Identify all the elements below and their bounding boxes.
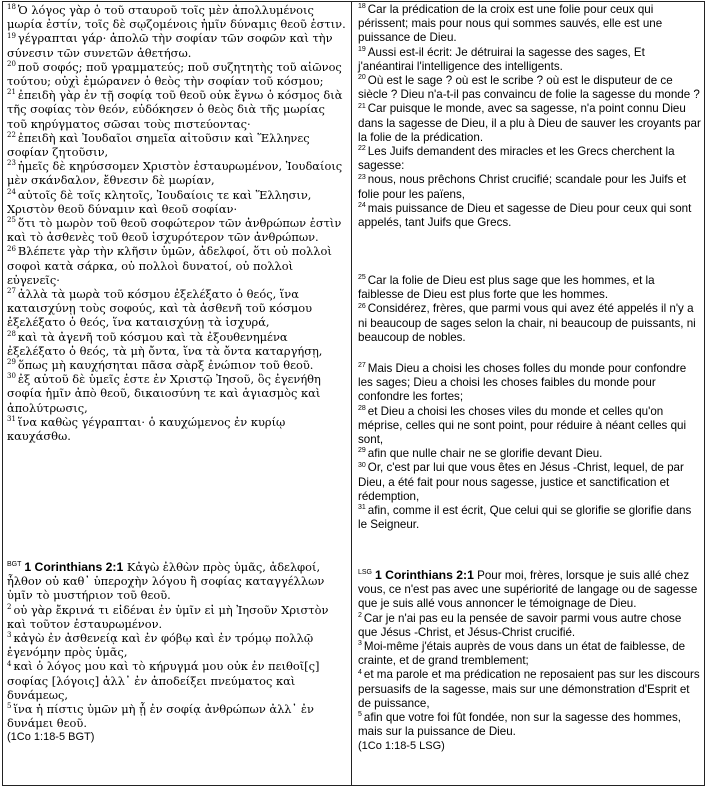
verse-text: mais puissance de Dieu et sagesse de Dieu pour ceux qui sont appelés, tant Juifs que Grecs.: [358, 201, 692, 230]
verse-number: 19: [358, 45, 366, 53]
verse-text: αὐτοῖς δὲ τοῖς κλητοῖς, Ἰουδαίοις τε καὶ Ἕλλησιν, Χριστὸν θεοῦ δύναμιν καὶ θεοῦ σοφίαν·: [7, 187, 312, 216]
verse-number: 5: [358, 711, 362, 719]
passage-reference: (1Co 1:18-5 BGT): [7, 731, 95, 744]
verse-text: ἐπειδὴ καὶ Ἰουδαῖοι σημεῖα αἰτοῦσιν καὶ Ἕλληνες σοφίαν ζητοῦσιν,: [7, 130, 310, 160]
book-heading: 1 Corinthians 2:1: [375, 568, 474, 582]
verse-text: ποῦ σοφός; ποῦ γραμματεύς; ποῦ συζητητὴς τοῦ αἰῶνος τούτου; οὐχὶ ἐμώρανεν ὁ θεὸς τὴν σοφίαν τοῦ κόσμου;: [7, 59, 342, 89]
greek-chapter-2-first: [7, 560, 347, 603]
verse-text: Aussi est-il écrit: Je détruirai la sagesse des sages, Et j'anéantirai l'intelligence des intelligents.: [358, 45, 645, 73]
verse: [358, 447, 702, 461]
verse: [7, 358, 347, 372]
verse-text: Car la folie de Dieu est plus sage que les hommes, et la faiblesse de Dieu est plus forte que les hommes.: [358, 274, 655, 302]
verse-text: Car je n'ai pas eu la pensée de savoir parmi vous autre chose que Jésus -Christ, et Jésus-Christ crucifié.: [358, 611, 682, 639]
verse-number: 30: [7, 372, 16, 381]
french-verses-1-25-26: [358, 274, 702, 345]
verse-number: 24: [358, 201, 366, 209]
verse: [358, 202, 702, 230]
verse: [358, 3, 702, 46]
verse-text: κἀγὼ ἐν ἀσθενείᾳ καὶ ἐν φόβῳ καὶ ἐν τρόμῳ πολλῷ ἐγενόμην πρὸς ὑμᾶς,: [7, 631, 314, 660]
verse: [7, 244, 347, 287]
verse: [358, 405, 702, 448]
verse-text: ἵνα ἡ πίστις ὑμῶν μὴ ᾖ ἐν σοφίᾳ ἀνθρώπων ἀλλ᾽ ἐν δυνάμει θεοῦ.: [7, 702, 314, 731]
verse-text: afin que votre foi fût fondée, non sur la sagesse des hommes, mais sur la puissance de Dieu.: [358, 711, 681, 739]
verse: [7, 188, 347, 216]
verse-text: Βλέπετε γὰρ τὴν κλῆσιν ὑμῶν, ἀδελφοί, ὅτι οὐ πολλοὶ σοφοὶ κατὰ σάρκα, οὐ πολλοὶ δυνατοί, οὐ πολλοὶ εὐγενεῖς·: [7, 244, 332, 287]
verse-number: 3: [7, 631, 12, 640]
verse-text: Car la prédication de la croix est une folie pour ceux qui périssent; mais pour nous qui sommes sauvés, elle est une puissance de Dieu.: [358, 3, 663, 45]
verse-number: 21: [358, 102, 366, 110]
verse-text: ὅτι τὸ μωρὸν τοῦ θεοῦ σοφώτερον τῶν ἀνθρώπων ἐστὶν καὶ τὸ ἀσθενὲς τοῦ θεοῦ ἰσχυρότερον τῶν ἀνθρώπων.: [7, 216, 342, 245]
verse: [7, 88, 347, 131]
verse: [7, 330, 347, 358]
verse-text: ἀλλὰ τὰ μωρὰ τοῦ κόσμου ἐξελέξατο ὁ θεός, ἵνα καταισχύνῃ τοὺς σοφούς, καὶ τὰ ἀσθενῆ τοῦ κόσμου ἐξελέξατο ὁ θεός, ἵνα καταισχύνῃ τὰ ἰσχυρά,: [7, 287, 313, 330]
verse-number: 27: [358, 362, 366, 370]
verse-number: 24: [7, 187, 16, 196]
verse: [358, 668, 702, 711]
verse: [7, 631, 347, 659]
verse-number: 18: [358, 3, 366, 11]
verse: [358, 46, 702, 74]
verse-text: afin que nulle chair ne se glorifie devant Dieu.: [367, 447, 603, 461]
verse-number: 28: [358, 404, 366, 412]
verse-text: Les Juifs demandent des miracles et les Grecs cherchent la sagesse:: [358, 145, 675, 173]
verse-number: 25: [7, 216, 16, 225]
verse: [358, 173, 702, 201]
verse-text: καὶ τὰ ἀγενῆ τοῦ κόσμου καὶ τὰ ἐξουθενημένα ἐξελέξατο ὁ θεός, τὰ μὴ ὄντα, ἵνα τὰ ὄντα καταργήσῃ,: [7, 329, 323, 358]
french-chapter-2: [358, 568, 702, 754]
verse-number: 28: [7, 329, 16, 338]
verse-text: ἐπειδὴ γὰρ ἐν τῇ σοφίᾳ τοῦ θεοῦ οὐκ ἔγνω ὁ κόσμος διὰ τῆς σοφίας τὸν θεόν, εὐδόκησεν ὁ θεὸς διὰ τῆς μωρίας τοῦ κηρύγματος σῶσαι τοὺς πιστεύοντας·: [7, 88, 343, 131]
french-verses-1-27-31: [358, 362, 702, 532]
verse: [7, 702, 347, 730]
verse-number: 4: [7, 659, 12, 668]
verse-number: 26: [7, 244, 16, 253]
verse-number: 20: [358, 74, 366, 82]
verse-number: 22: [358, 145, 366, 153]
greek-chapter-2: [7, 560, 347, 745]
verse: [358, 362, 702, 405]
verse-number: 22: [7, 131, 16, 140]
verse-text: ὅπως μὴ καυχήσηται πᾶσα σὰρξ ἐνώπιον τοῦ θεοῦ.: [17, 358, 314, 373]
verse-text: ἐξ αὐτοῦ δὲ ὑμεῖς ἐστε ἐν Χριστῷ Ἰησοῦ, ὃς ἐγενήθη σοφία ἡμῖν ἀπὸ θεοῦ, δικαιοσύνη τε καὶ ἁγιασμὸς καὶ ἀπολύτρωσις,: [7, 372, 321, 415]
verse: [358, 504, 702, 532]
verse: [7, 415, 347, 443]
verse-number: 5: [7, 702, 12, 711]
version-tag: LSG: [358, 569, 373, 577]
version-tag: BGT: [7, 561, 22, 569]
verse-number: 29: [7, 358, 16, 367]
verse: [7, 159, 347, 187]
verse-text: γέγραπται γάρ· ἀπολῶ τὴν σοφίαν τῶν σοφῶν καὶ τὴν σύνεσιν τῶν συνετῶν ἀθετήσω.: [7, 31, 333, 60]
verse-number: 20: [7, 60, 16, 69]
verse-number: 25: [358, 274, 366, 282]
verse-number: 31: [358, 504, 366, 512]
verse-number: 27: [7, 287, 16, 296]
verse-text: Considérez, frères, que parmi vous qui avez été appelés il n'y a ni beaucoup de sages selon la chair, ni beaucoup de puissants, ni beaucoup de nobles.: [358, 302, 696, 344]
verse-text: οὐ γὰρ ἔκρινά τι εἰδέναι ἐν ὑμῖν εἰ μὴ Ἰησοῦν Χριστὸν καὶ τοῦτον ἐσταυρωμένον.: [7, 602, 329, 631]
verse: [7, 372, 347, 415]
verse-number: 29: [358, 447, 366, 455]
verse: [7, 287, 347, 330]
verse-number: 31: [7, 415, 16, 424]
verse-text: Car puisque le monde, avec sa sagesse, n'a point connu Dieu dans la sagesse de Dieu, il a plu à Dieu de sauver les croyants par la folie de la prédication.: [358, 102, 701, 144]
greek-verses-1-18-31: [7, 3, 347, 443]
verse: [7, 60, 347, 88]
verse: [358, 145, 702, 173]
verse-number: 2: [7, 602, 12, 611]
parallel-text-table: [2, 1, 705, 786]
verse-text: nous, nous prêchons Christ crucifié; scandale pour les Juifs et folie pour les païens,: [358, 173, 687, 201]
verse-number: 23: [358, 173, 366, 181]
verse-number: 23: [7, 159, 16, 168]
verse: [7, 31, 347, 59]
french-verses-2-2-5: [358, 612, 702, 740]
verse: [358, 461, 702, 504]
verse-number: 21: [7, 88, 16, 97]
verse-text: afin, comme il est écrit, Que celui qui se glorifie se glorifie dans le Seigneur.: [358, 504, 692, 532]
verse-text: ἵνα καθὼς γέγραπται· ὁ καυχώμενος ἐν κυρίῳ καυχάσθω.: [7, 414, 286, 444]
verse-text: Κἀγὼ ἐλθὼν πρὸς ὑμᾶς, ἀδελφοί, ἦλθον οὐ καθ᾽ ὑπεροχὴν λόγου ἢ σοφίας καταγγέλλων ὑμῖν τὸ μυστήριον τοῦ θεοῦ.: [7, 560, 325, 603]
verse-number: 30: [358, 461, 366, 469]
verse: [7, 3, 347, 31]
verse-text: Ὁ λόγος γὰρ ὁ τοῦ σταυροῦ τοῖς μὲν ἀπολλυμένοις μωρία ἐστίν, τοῖς δὲ σῳζομένοις ἡμῖν δύναμις θεοῦ ἐστιν.: [7, 3, 346, 32]
passage-reference: (1Co 1:18-5 LSG): [358, 740, 445, 753]
verse-text: Mais Dieu a choisi les choses folles du monde pour confondre les sages; Dieu a choisi les choses faibles du monde pour confondre les fortes;: [358, 362, 687, 404]
book-heading: 1 Corinthians 2:1: [24, 560, 124, 574]
verse-text: et Dieu a choisi les choses viles du monde et celles qu'on méprise, celles qui ne sont point, pour réduire à néant celles qui sont,: [358, 404, 687, 447]
verse-text: Pour moi, frères, lorsque je suis allé chez vous, ce n'est pas avec une supériorité de langage ou de sagesse que je suis allé vous annoncer le témoignage de Dieu.: [358, 569, 698, 611]
column-divider: [351, 2, 352, 785]
verse-number: 2: [358, 611, 362, 619]
verse-number: 18: [7, 3, 16, 12]
verse-text: ἡμεῖς δὲ κηρύσσομεν Χριστὸν ἐσταυρωμένον, Ἰουδαίοις μὲν σκάνδαλον, ἔθνεσιν δὲ μωρίαν,: [7, 159, 343, 188]
verse-text: et ma parole et ma prédication ne reposaient pas sur les discours persuasifs de la sagesse, mais sur une démonstration d'Esprit et de puissance,: [358, 668, 700, 710]
verse-text: Moi-même j'étais auprès de vous dans un état de faiblesse, de crainte, et de grand tremblement;: [358, 640, 686, 668]
verse-number: 4: [358, 668, 362, 676]
verse-number: 3: [358, 640, 362, 648]
verse-text: Or, c'est par lui que vous êtes en Jésus -Christ, lequel, de par Dieu, a été fait pour nous sagesse, justice et sanctification et rédemption,: [358, 461, 684, 503]
verse: [358, 711, 702, 739]
greek-verses-2-2-5: [7, 603, 347, 731]
verse: [358, 612, 702, 640]
french-verses-1-18-24: [358, 3, 702, 230]
verse: [358, 102, 702, 145]
verse: [358, 302, 702, 345]
verse-number: 26: [358, 302, 366, 310]
verse: [358, 640, 702, 668]
verse: [358, 74, 702, 102]
verse: [7, 216, 347, 244]
verse: [7, 603, 347, 631]
verse-text: καὶ ὁ λόγος μου καὶ τὸ κήρυγμά μου οὐκ ἐν πειθοῖ[ς] σοφίας [λόγοις] ἀλλ᾽ ἐν ἀποδείξει πνεύματος καὶ δυνάμεως,: [7, 659, 320, 702]
verse-text: Où est le sage ? où est le scribe ? où est le disputeur de ce siècle ? Dieu n'a-t-il pas convaincu de folie la sagesse du monde ?: [358, 74, 700, 102]
verse: [7, 131, 347, 159]
verse: [358, 274, 702, 302]
verse-number: 19: [7, 31, 16, 40]
french-chapter-2-first: [358, 568, 702, 612]
verse: [7, 659, 347, 702]
